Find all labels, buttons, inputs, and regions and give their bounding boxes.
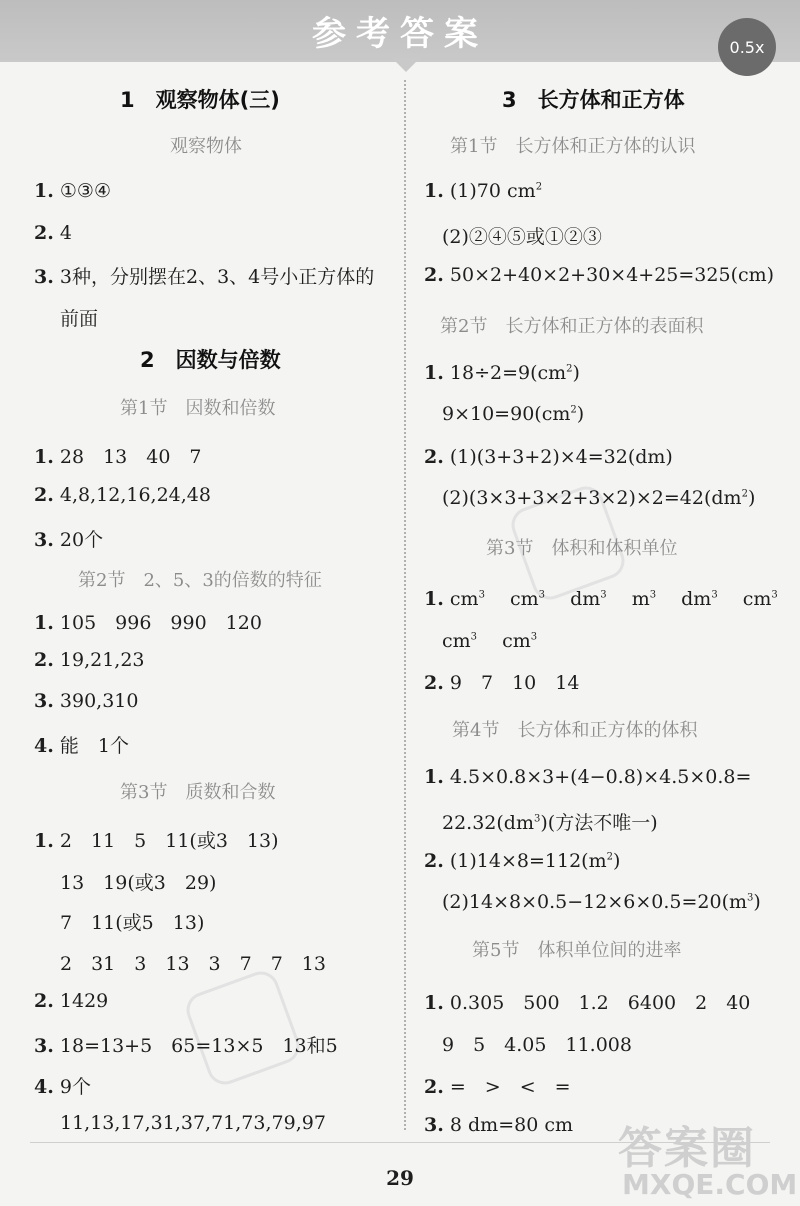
answer-line: 1. 4.5×0.8×3+(4−0.8)×4.5×0.8= — [424, 766, 752, 788]
answer-line: 11,13,17,31,37,71,73,79,97 — [60, 1112, 326, 1134]
answer-line: 2. 4,8,12,16,24,48 — [34, 484, 211, 506]
answer-line: 2 31 3 13 3 7 7 13 — [60, 953, 326, 975]
answer-line: $(2)14\times 8\times 0.5-12\times 6\times 0.5=20(m^3)$ — [442, 891, 761, 913]
section-title: 第2节 长方体和正方体的表面积 — [440, 316, 704, 337]
answer-line: 2. $(1)14\times 8=112(m^2)$ — [424, 850, 621, 872]
section-title: 观察物体 — [170, 136, 242, 157]
watermark-logo: 答案圈 — [618, 1123, 756, 1174]
header-banner — [0, 0, 800, 62]
zoom-badge[interactable]: 0.5x — [718, 18, 776, 76]
answer-line: 4. 能 1个 — [34, 735, 129, 757]
page-number: 29 — [386, 1166, 414, 1190]
answer-line: $22.32(dm^3)$(方法不唯一) — [442, 812, 658, 834]
answer-line: 1. 0.305 500 1.2 6400 2 40 — [424, 992, 751, 1014]
answer-line: 1. (1)70 $cm^2$ — [424, 180, 543, 202]
answer-line: $(2)(3\times 3+3\times 2+3\times 2)\times 2=42(dm^2)$ — [442, 487, 756, 509]
answer-line: 3. 3种，分别摆在2、3、4号小正方体的 — [34, 266, 375, 288]
answer-line: 2. 19,21,23 — [34, 649, 145, 671]
section-title: 第4节 长方体和正方体的体积 — [452, 720, 698, 741]
answer-line: 7 11(或5 13) — [60, 912, 205, 934]
answer-line: 2. 50×2+40×2+30×4+25=325(cm) — [424, 264, 775, 286]
answer-line: 1. ①③④ — [34, 180, 111, 202]
answer-line: 1. 2 11 5 11(或3 13) — [34, 830, 279, 852]
answer-line: 4. 9个 — [34, 1076, 91, 1098]
answer-line: 1. $cm^3$ $cm^3$ $dm^3$ $m^3$ $dm^3$ $cm^3$ — [424, 588, 778, 610]
answer-line: 1. $18\div 2=9(cm^2)$ — [424, 362, 580, 384]
answer-line: 3. 18=13+5 65=13×5 13和5 — [34, 1035, 338, 1057]
answer-line: 2. 9 7 10 14 — [424, 672, 580, 694]
section-title: 第3节 质数和合数 — [120, 782, 276, 803]
chapter-title: 3 长方体和正方体 — [502, 88, 685, 112]
answer-line: 1. 28 13 40 7 — [34, 446, 202, 468]
answer-line: 前面 — [60, 308, 99, 330]
answer-line: 2. 1429 — [34, 990, 109, 1012]
banner-notch — [392, 58, 420, 72]
answer-line: 3. 390,310 — [34, 690, 139, 712]
answer-line: $9\times 10=90(cm^2)$ — [442, 403, 585, 425]
section-title: 第2节 2、5、3的倍数的特征 — [78, 570, 322, 591]
answer-line: 9 5 4.05 11.008 — [442, 1034, 632, 1056]
section-title: 第3节 体积和体积单位 — [486, 538, 678, 559]
answer-line: 3. 8 dm=80 cm — [424, 1114, 573, 1136]
section-title: 第1节 长方体和正方体的认识 — [450, 136, 696, 157]
section-title: 第1节 因数和倍数 — [120, 398, 276, 419]
answer-line: (2)②④⑤或①②③ — [442, 226, 602, 248]
answer-line: 3. 20个 — [34, 529, 104, 551]
section-title: 第5节 体积单位间的进率 — [472, 940, 682, 961]
chapter-title: 1 观察物体(三) — [120, 88, 280, 112]
answer-line: 2. (1)(3+3+2)×4=32(dm) — [424, 446, 673, 468]
page-title: 参考答案 — [312, 14, 488, 54]
column-divider — [404, 80, 406, 1130]
answer-line: 2. = > < = — [424, 1076, 571, 1098]
watermark-stamp — [181, 966, 304, 1089]
answer-line: 2. 4 — [34, 222, 72, 244]
answer-line: 1. 105 996 990 120 — [34, 612, 262, 634]
answer-line: $cm^3$ $cm^3$ — [442, 630, 538, 652]
chapter-title: 2 因数与倍数 — [140, 348, 281, 372]
watermark-url: MXQE.COM — [622, 1168, 798, 1201]
answer-line: 13 19(或3 29) — [60, 872, 217, 894]
